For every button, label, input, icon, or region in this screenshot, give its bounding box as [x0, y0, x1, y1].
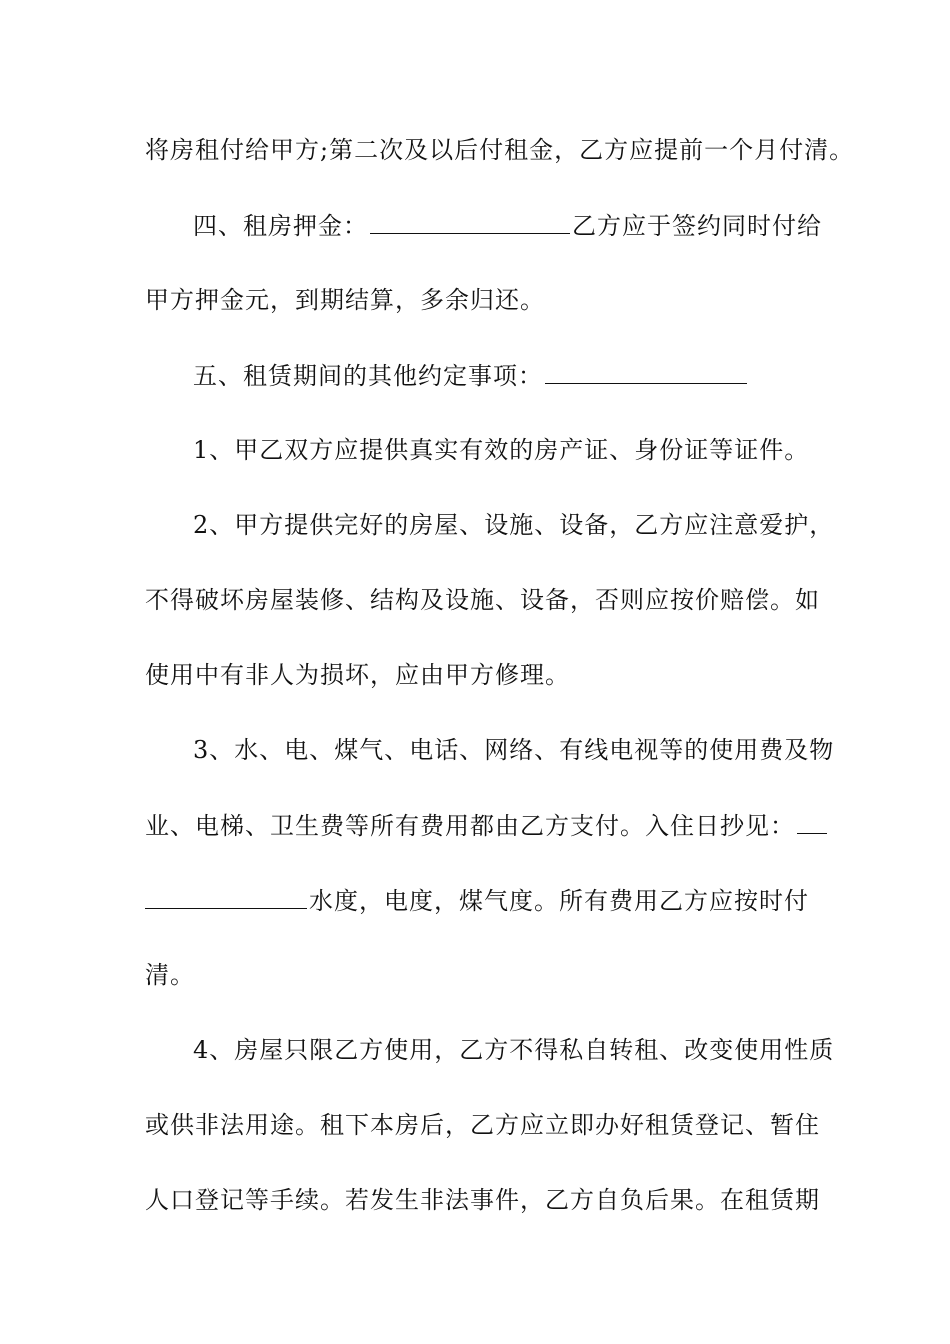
- paragraph-line: [145, 880, 815, 920]
- clause-1-line: [193, 430, 863, 470]
- text: 或供非法用途。租下本房后，乙方应立即办好租赁登记、暂住: [145, 1111, 820, 1139]
- text: 将房租付给甲方;第二次及以后付租金，乙方应提前一个月付清。: [145, 136, 855, 164]
- paragraph-line: [145, 655, 815, 695]
- paragraph-line: [145, 1180, 820, 1220]
- meter-reading-blank-underline: [797, 805, 827, 834]
- text: 3、水、电、煤气、电话、网络、有线电视等的使用费及物: [193, 736, 835, 764]
- paragraph-line: [145, 280, 815, 320]
- text: 1、甲乙双方应提供真实有效的房产证、身份证等证件。: [193, 436, 810, 464]
- text: 2、甲方提供完好的房屋、设施、设备，乙方应注意爱护，: [193, 511, 835, 539]
- paragraph-line: [145, 805, 815, 845]
- deposit-clause-line: [193, 205, 863, 245]
- text: 业、电梯、卫生费等所有费用都由乙方支付。入住日抄见：: [145, 812, 795, 840]
- paragraph-line: [145, 130, 855, 170]
- clause-4-line: [193, 1030, 863, 1070]
- text: 使用中有非人为损坏，应由甲方修理。: [145, 661, 570, 689]
- text: 水度，电度，煤气度。所有费用乙方应按时付: [309, 887, 809, 915]
- other-terms-heading-line: [193, 355, 863, 395]
- text: 四、租房押金：: [193, 212, 368, 240]
- text: 五、租赁期间的其他约定事项：: [193, 362, 543, 390]
- deposit-blank-underline: [370, 205, 570, 234]
- clause-2-line: [193, 505, 863, 545]
- paragraph-line: [145, 1105, 820, 1145]
- text: 不得破坏房屋装修、结构及设施、设备，否则应按价赔偿。如: [145, 586, 820, 614]
- text: 甲方押金元，到期结算，多余归还。: [145, 286, 545, 314]
- text: 人口登记等手续。若发生非法事件，乙方自负后果。在租赁期: [145, 1186, 820, 1214]
- text: 乙方应于签约同时付给: [572, 212, 822, 240]
- meter-reading-blank-underline: [145, 880, 307, 909]
- clause-3-line: [193, 730, 863, 770]
- text: 4、房屋只限乙方使用，乙方不得私自转租、改变使用性质: [193, 1036, 835, 1064]
- paragraph-line: [145, 955, 815, 995]
- other-terms-blank-underline: [545, 355, 747, 384]
- text: 清。: [145, 961, 195, 989]
- paragraph-line: [145, 580, 820, 620]
